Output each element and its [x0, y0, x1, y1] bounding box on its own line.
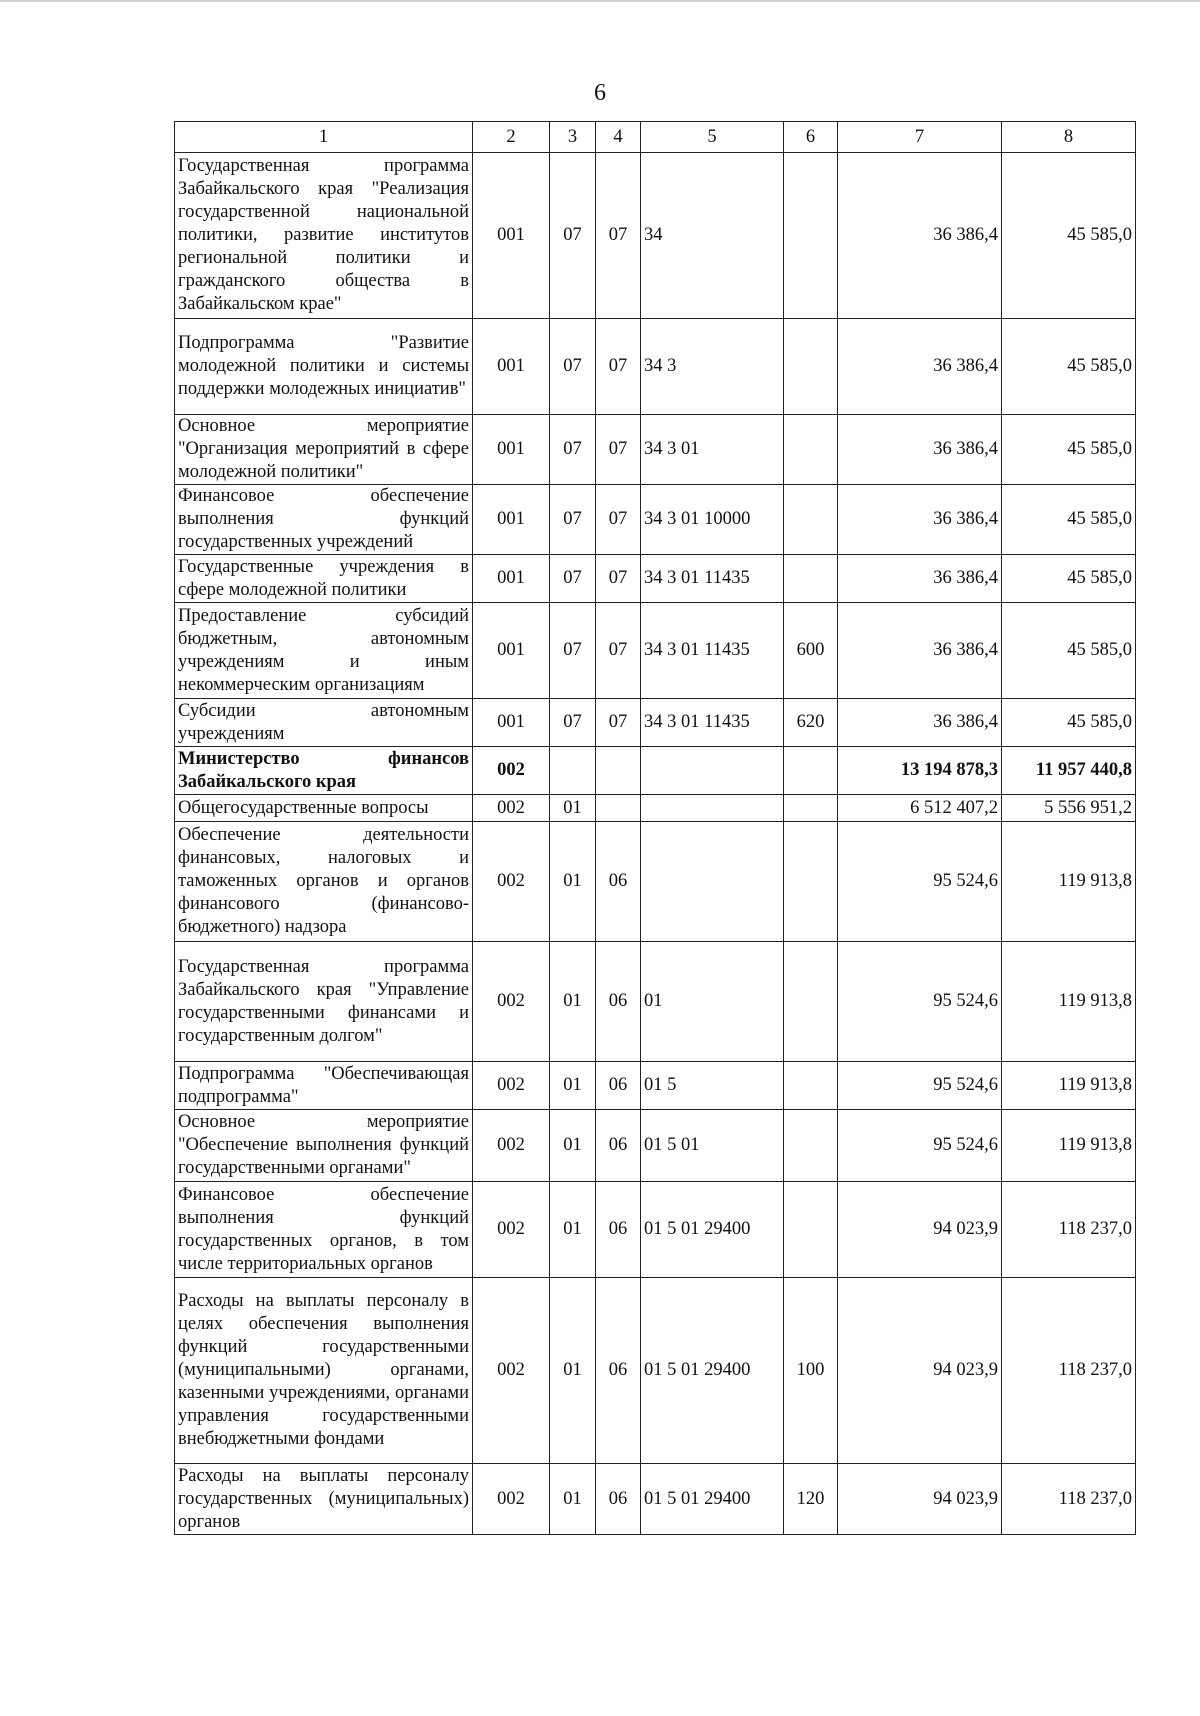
scan-top-edge — [0, 0, 1200, 2]
row-rz-code: 07 — [550, 485, 596, 555]
row-vr-code: 600 — [784, 603, 838, 699]
row-csr-code — [641, 747, 784, 795]
budget-table — [174, 121, 1136, 1535]
row-sum-1: 6 512 407,2 — [838, 795, 1002, 822]
row-sum-2: 45 585,0 — [1002, 699, 1136, 747]
row-sum-2: 45 585,0 — [1002, 319, 1136, 415]
table-row — [175, 1110, 1136, 1182]
table-row — [175, 485, 1136, 555]
row-rz-code: 01 — [550, 942, 596, 1062]
row-vr-code: 100 — [784, 1278, 838, 1464]
table-row — [175, 319, 1136, 415]
row-rz-code — [550, 747, 596, 795]
row-vr-code — [784, 795, 838, 822]
row-csr-code: 01 5 01 29400 — [641, 1464, 784, 1535]
row-sum-1: 95 524,6 — [838, 1062, 1002, 1110]
row-rz-code: 07 — [550, 699, 596, 747]
row-csr-code: 34 3 01 11435 — [641, 603, 784, 699]
row-sum-2: 119 913,8 — [1002, 942, 1136, 1062]
row-sum-1: 36 386,4 — [838, 319, 1002, 415]
row-sum-1: 94 023,9 — [838, 1278, 1002, 1464]
table-row — [175, 415, 1136, 485]
row-pr-code: 07 — [596, 319, 641, 415]
row-name: Финансовое обеспечение выполнения функций государственных органов, в том числе территориальных органов — [175, 1182, 473, 1278]
row-ved-code: 002 — [473, 747, 550, 795]
row-sum-2: 45 585,0 — [1002, 153, 1136, 319]
row-pr-code: 07 — [596, 153, 641, 319]
row-name: Государственные учреждения в сфере молодежной политики — [175, 555, 473, 603]
row-csr-code: 01 5 01 — [641, 1110, 784, 1182]
row-ved-code: 001 — [473, 319, 550, 415]
row-sum-2: 45 585,0 — [1002, 415, 1136, 485]
row-vr-code — [784, 153, 838, 319]
row-csr-code — [641, 822, 784, 942]
row-name: Основное мероприятие "Организация мероприятий в сфере молодежной политики" — [175, 415, 473, 485]
row-sum-2: 118 237,0 — [1002, 1278, 1136, 1464]
header-col-6: 6 — [784, 122, 838, 153]
row-pr-code: 06 — [596, 1062, 641, 1110]
row-pr-code: 06 — [596, 1182, 641, 1278]
row-csr-code: 01 5 01 29400 — [641, 1182, 784, 1278]
header-col-1: 1 — [175, 122, 473, 153]
row-sum-2: 119 913,8 — [1002, 822, 1136, 942]
row-sum-2: 45 585,0 — [1002, 485, 1136, 555]
row-vr-code — [784, 747, 838, 795]
row-pr-code: 06 — [596, 822, 641, 942]
row-pr-code — [596, 747, 641, 795]
row-sum-1: 36 386,4 — [838, 153, 1002, 319]
row-pr-code: 06 — [596, 1110, 641, 1182]
row-sum-1: 36 386,4 — [838, 415, 1002, 485]
header-row — [175, 122, 1136, 153]
table-row — [175, 747, 1136, 795]
row-sum-2: 5 556 951,2 — [1002, 795, 1136, 822]
row-pr-code: 07 — [596, 603, 641, 699]
row-ved-code: 001 — [473, 699, 550, 747]
row-name: Общегосударственные вопросы — [175, 795, 473, 822]
row-csr-code: 34 3 — [641, 319, 784, 415]
row-vr-code — [784, 555, 838, 603]
row-rz-code: 07 — [550, 153, 596, 319]
table-row — [175, 153, 1136, 319]
row-pr-code: 06 — [596, 942, 641, 1062]
row-vr-code: 620 — [784, 699, 838, 747]
row-sum-1: 36 386,4 — [838, 699, 1002, 747]
table-row — [175, 1182, 1136, 1278]
row-rz-code: 07 — [550, 319, 596, 415]
row-csr-code — [641, 795, 784, 822]
table-row — [175, 699, 1136, 747]
row-ved-code: 001 — [473, 603, 550, 699]
row-rz-code: 07 — [550, 415, 596, 485]
row-name: Подпрограмма "Обеспечивающая подпрограмма" — [175, 1062, 473, 1110]
header-col-2: 2 — [473, 122, 550, 153]
table-row — [175, 942, 1136, 1062]
row-name: Расходы на выплаты персоналу государственных (муниципальных) органов — [175, 1464, 473, 1535]
row-vr-code — [784, 485, 838, 555]
row-sum-2: 118 237,0 — [1002, 1182, 1136, 1278]
row-name: Государственная программа Забайкальского края "Реализация государственной национальной политики, развитие институтов региональной политики и гражданского общества в Забайкальском крае" — [175, 153, 473, 319]
row-name: Государственная программа Забайкальского края "Управление государственными финансами и государственным долгом" — [175, 942, 473, 1062]
row-rz-code: 01 — [550, 822, 596, 942]
row-sum-1: 36 386,4 — [838, 485, 1002, 555]
row-sum-2: 118 237,0 — [1002, 1464, 1136, 1535]
row-rz-code: 07 — [550, 603, 596, 699]
row-name: Министерство финансов Забайкальского края — [175, 747, 473, 795]
row-vr-code — [784, 942, 838, 1062]
header-col-4: 4 — [596, 122, 641, 153]
table-row — [175, 1062, 1136, 1110]
row-vr-code — [784, 822, 838, 942]
row-sum-2: 119 913,8 — [1002, 1062, 1136, 1110]
row-pr-code: 06 — [596, 1278, 641, 1464]
row-rz-code: 01 — [550, 1182, 596, 1278]
row-ved-code: 001 — [473, 415, 550, 485]
row-ved-code: 002 — [473, 822, 550, 942]
row-name: Подпрограмма "Развитие молодежной политики и системы поддержки молодежных инициатив" — [175, 319, 473, 415]
row-rz-code: 01 — [550, 1278, 596, 1464]
row-csr-code: 34 3 01 — [641, 415, 784, 485]
page-number: 6 — [594, 80, 606, 106]
table-row — [175, 555, 1136, 603]
row-vr-code — [784, 415, 838, 485]
row-pr-code — [596, 795, 641, 822]
table-row — [175, 603, 1136, 699]
table-row — [175, 795, 1136, 822]
row-ved-code: 002 — [473, 1278, 550, 1464]
row-vr-code — [784, 319, 838, 415]
row-ved-code: 002 — [473, 1110, 550, 1182]
header-col-8: 8 — [1002, 122, 1136, 153]
row-rz-code: 01 — [550, 1062, 596, 1110]
row-csr-code: 01 5 01 29400 — [641, 1278, 784, 1464]
row-csr-code: 34 — [641, 153, 784, 319]
table-row — [175, 1278, 1136, 1464]
row-sum-1: 95 524,6 — [838, 822, 1002, 942]
row-csr-code: 01 — [641, 942, 784, 1062]
row-rz-code: 07 — [550, 555, 596, 603]
row-vr-code — [784, 1182, 838, 1278]
header-col-3: 3 — [550, 122, 596, 153]
row-sum-2: 119 913,8 — [1002, 1110, 1136, 1182]
row-sum-1: 95 524,6 — [838, 1110, 1002, 1182]
header-col-7: 7 — [838, 122, 1002, 153]
row-ved-code: 001 — [473, 555, 550, 603]
row-vr-code: 120 — [784, 1464, 838, 1535]
row-pr-code: 07 — [596, 555, 641, 603]
row-ved-code: 002 — [473, 1464, 550, 1535]
row-sum-2: 45 585,0 — [1002, 555, 1136, 603]
row-sum-1: 95 524,6 — [838, 942, 1002, 1062]
row-csr-code: 34 3 01 10000 — [641, 485, 784, 555]
table-row — [175, 1464, 1136, 1535]
row-sum-2: 11 957 440,8 — [1002, 747, 1136, 795]
row-ved-code: 001 — [473, 153, 550, 319]
row-ved-code: 001 — [473, 485, 550, 555]
row-pr-code: 07 — [596, 699, 641, 747]
row-sum-1: 94 023,9 — [838, 1464, 1002, 1535]
row-pr-code: 07 — [596, 485, 641, 555]
row-csr-code: 01 5 — [641, 1062, 784, 1110]
row-vr-code — [784, 1110, 838, 1182]
row-pr-code: 07 — [596, 415, 641, 485]
row-rz-code: 01 — [550, 1464, 596, 1535]
row-ved-code: 002 — [473, 795, 550, 822]
row-sum-1: 36 386,4 — [838, 603, 1002, 699]
row-vr-code — [784, 1062, 838, 1110]
row-name: Обеспечение деятельности финансовых, налоговых и таможенных органов и органов финансового (финансово-бюджетного) надзора — [175, 822, 473, 942]
row-rz-code: 01 — [550, 795, 596, 822]
table-row — [175, 822, 1136, 942]
row-sum-1: 94 023,9 — [838, 1182, 1002, 1278]
row-sum-1: 13 194 878,3 — [838, 747, 1002, 795]
row-rz-code: 01 — [550, 1110, 596, 1182]
row-name: Субсидии автономным учреждениям — [175, 699, 473, 747]
row-sum-2: 45 585,0 — [1002, 603, 1136, 699]
row-name: Расходы на выплаты персоналу в целях обеспечения выполнения функций государственными (муниципальными) органами, казенными учреждениями, органами управления государственными внебюджетными фондами — [175, 1278, 473, 1464]
row-ved-code: 002 — [473, 1062, 550, 1110]
row-name: Предоставление субсидий бюджетным, автономным учреждениям и иным некоммерческим организациям — [175, 603, 473, 699]
header-col-5: 5 — [641, 122, 784, 153]
row-csr-code: 34 3 01 11435 — [641, 555, 784, 603]
row-name: Финансовое обеспечение выполнения функций государственных учреждений — [175, 485, 473, 555]
row-pr-code: 06 — [596, 1464, 641, 1535]
row-sum-1: 36 386,4 — [838, 555, 1002, 603]
row-ved-code: 002 — [473, 1182, 550, 1278]
row-name: Основное мероприятие "Обеспечение выполнения функций государственными органами" — [175, 1110, 473, 1182]
row-csr-code: 34 3 01 11435 — [641, 699, 784, 747]
row-ved-code: 002 — [473, 942, 550, 1062]
